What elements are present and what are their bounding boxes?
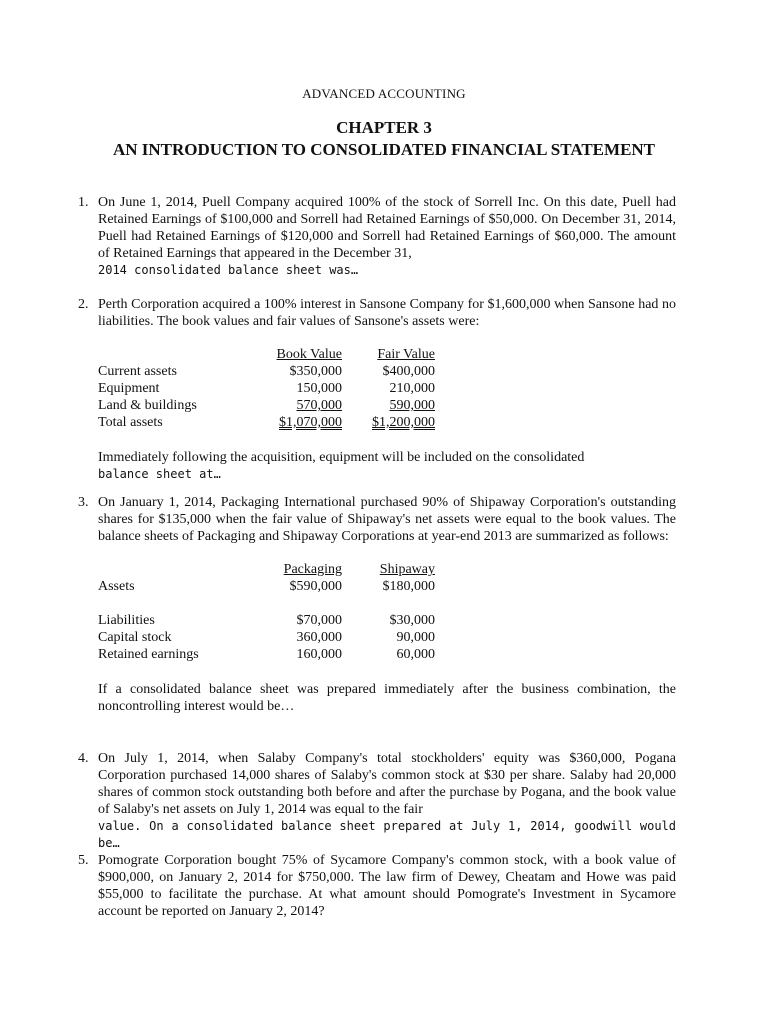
table-row [98, 646, 435, 663]
question-text: On July 1, 2014, when Salaby Company's total stockholders' equity was $360,000, Pogana Corporation purchased 14,000 shares of Salaby's common stock at $30 per share. Salaby had 20,000 shares of common stock outstanding both before and after the purchase by Pogana, and the book value of Salaby's net assets on July 1, 2014 was equal to the fair [98, 751, 676, 817]
book-value-total: $1,070,000 [279, 415, 342, 430]
question-text: Pomograte Corporation bought 75% of Sycamore Company's common stock, with a book value of $900,000, on January 2, 2014 for $750,000. The law firm of Dewey, Cheatam and Howe was paid $55,000 to facilitate the purchase. At what amount should Pomograte's Investment in Sycamore account be reported on January 2, 2014? [98, 853, 676, 919]
row-label: Retained earnings [98, 647, 199, 662]
table-row [98, 578, 435, 595]
question-text-tail: 2014 consolidated balance sheet was… [98, 263, 359, 277]
column-header-packaging: Packaging [283, 562, 342, 577]
table-row [98, 612, 435, 629]
question-5 [78, 852, 676, 920]
question-text-tail: value. On a consolidated balance sheet prepared at July 1, 2014, goodwill would be… [98, 819, 676, 850]
book-value: 570,000 [296, 398, 342, 413]
table-row [98, 397, 435, 414]
shipaway-value: 90,000 [396, 630, 435, 645]
balance-sheet-table [98, 561, 435, 663]
table-row [98, 629, 435, 646]
book-value: 150,000 [296, 381, 342, 396]
course-title: ADVANCED ACCOUNTING [302, 86, 466, 101]
question-followup: If a consolidated balance sheet was prepared immediately after the business combination, the noncontrolling interest would be… [98, 682, 676, 714]
column-header-shipaway: Shipaway [379, 562, 435, 577]
fair-value: 590,000 [389, 398, 435, 413]
table-row [98, 363, 435, 380]
question-3 [78, 494, 676, 715]
question-followup: Immediately following the acquisition, equipment will be included on the consolidated [98, 450, 585, 465]
row-label: Equipment [98, 381, 160, 396]
question-text: On June 1, 2014, Puell Company acquired 100% of the stock of Sorrell Inc. On this date, Puell had Retained Earnings of $100,000 and Sorrell had Retained Earnings of $50,000. On December 31, 2014, Puell had Retained Earnings of $120,000 and Sorrell had Retained Earnings of $60,000. The amount of Retained Earnings that appeared in the December 31, [98, 195, 676, 261]
packaging-value: $70,000 [296, 613, 342, 628]
row-label: Liabilities [98, 613, 155, 628]
column-header-book-value: Book Value [276, 347, 342, 362]
row-label: Current assets [98, 364, 177, 379]
question-2 [78, 296, 676, 483]
question-number: 5. [78, 853, 89, 868]
table-header-row [98, 561, 435, 578]
table-total-row [98, 414, 435, 431]
question-number: 2. [78, 297, 89, 312]
shipaway-value: $180,000 [382, 579, 435, 594]
question-number: 1. [78, 195, 89, 210]
question-4 [78, 750, 676, 852]
table-row [98, 380, 435, 397]
shipaway-value: $30,000 [389, 613, 435, 628]
fair-value-total: $1,200,000 [372, 415, 435, 430]
chapter-subtitle: AN INTRODUCTION TO CONSOLIDATED FINANCIAL STATEMENT [112, 140, 656, 159]
fair-value: 210,000 [389, 381, 435, 396]
book-value: $350,000 [289, 364, 342, 379]
row-label: Total assets [98, 415, 163, 430]
asset-values-table [98, 346, 435, 431]
row-label: Assets [98, 579, 135, 594]
row-label: Capital stock [98, 630, 172, 645]
chapter-title: CHAPTER 3 [336, 118, 432, 137]
row-label: Land & buildings [98, 398, 197, 413]
packaging-value: 360,000 [296, 630, 342, 645]
question-1 [78, 194, 676, 279]
fair-value: $400,000 [382, 364, 435, 379]
packaging-value: 160,000 [296, 647, 342, 662]
packaging-value: $590,000 [289, 579, 342, 594]
shipaway-value: 60,000 [396, 647, 435, 662]
question-number: 4. [78, 751, 89, 766]
question-text: On January 1, 2014, Packaging International purchased 90% of Shipaway Corporation's outstanding shares for $135,000 when the fair value of Shipaway's net assets were equal to the book values. The balance sheets of Packaging and Shipaway Corporations at year-end 2013 are summarized as follows: [98, 495, 676, 544]
table-header-row [98, 346, 435, 363]
question-number: 3. [78, 495, 89, 510]
question-text: Perth Corporation acquired a 100% interest in Sansone Company for $1,600,000 when Sansone had no liabilities. The book values and fair values of Sansone's assets were: [98, 297, 676, 329]
column-header-fair-value: Fair Value [377, 347, 435, 362]
question-followup-tail: balance sheet at… [98, 467, 221, 481]
